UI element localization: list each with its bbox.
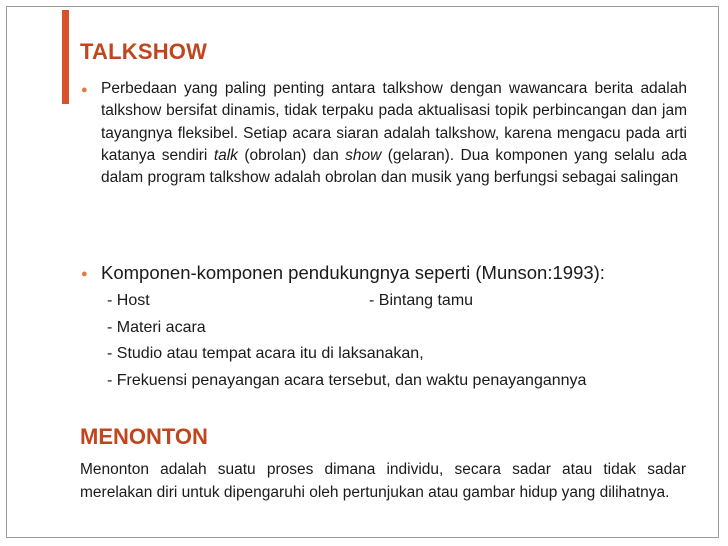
component-item: - Studio atau tempat acara itu di laksanakan,	[107, 345, 424, 362]
italic-show: show	[345, 146, 382, 164]
accent-bar	[62, 10, 69, 104]
paragraph-text: (obrolan) dan	[237, 146, 346, 164]
component-item: - Host	[107, 292, 150, 309]
paragraph-text: (gelaran). Dua komponen yang selalu ada dalam program talkshow adalah obrolan dan musik yang berfungsi sebagai salingan	[101, 146, 688, 187]
menonton-paragraph: Menonton adalah suatu proses dimana individu, secara sadar atau tidak sadar merelakan diri untuk dipengaruhi oleh pertunjukan atau gambar hidup yang dilihatnya.	[80, 461, 686, 501]
component-item: - Bintang tamu	[369, 292, 474, 309]
bullet-icon: ●	[81, 268, 88, 280]
heading-talkshow: TALKSHOW	[80, 39, 208, 64]
talkshow-paragraph	[101, 78, 687, 189]
italic-talk: talk	[213, 146, 238, 164]
components-lead: Komponen-komponen pendukungnya seperti (Munson:1993):	[101, 262, 605, 283]
component-item: - Frekuensi penayangan acara tersebut, dan waktu penayangannya	[107, 372, 587, 389]
paragraph-text: Perbedaan yang paling penting antara talkshow dengan wawancara berita adalah talkshow bersifat dinamis, tidak terpaku pada aktualisasi topik perbincangan dan jam tayangnya fleksibel. Setiap acara siaran adalah talkshow, karena mengacu pada arti katanya sendiri	[101, 80, 687, 164]
component-item: - Materi acara	[107, 319, 206, 336]
bullet-icon: ●	[81, 84, 88, 96]
heading-menonton: MENONTON	[80, 424, 208, 449]
